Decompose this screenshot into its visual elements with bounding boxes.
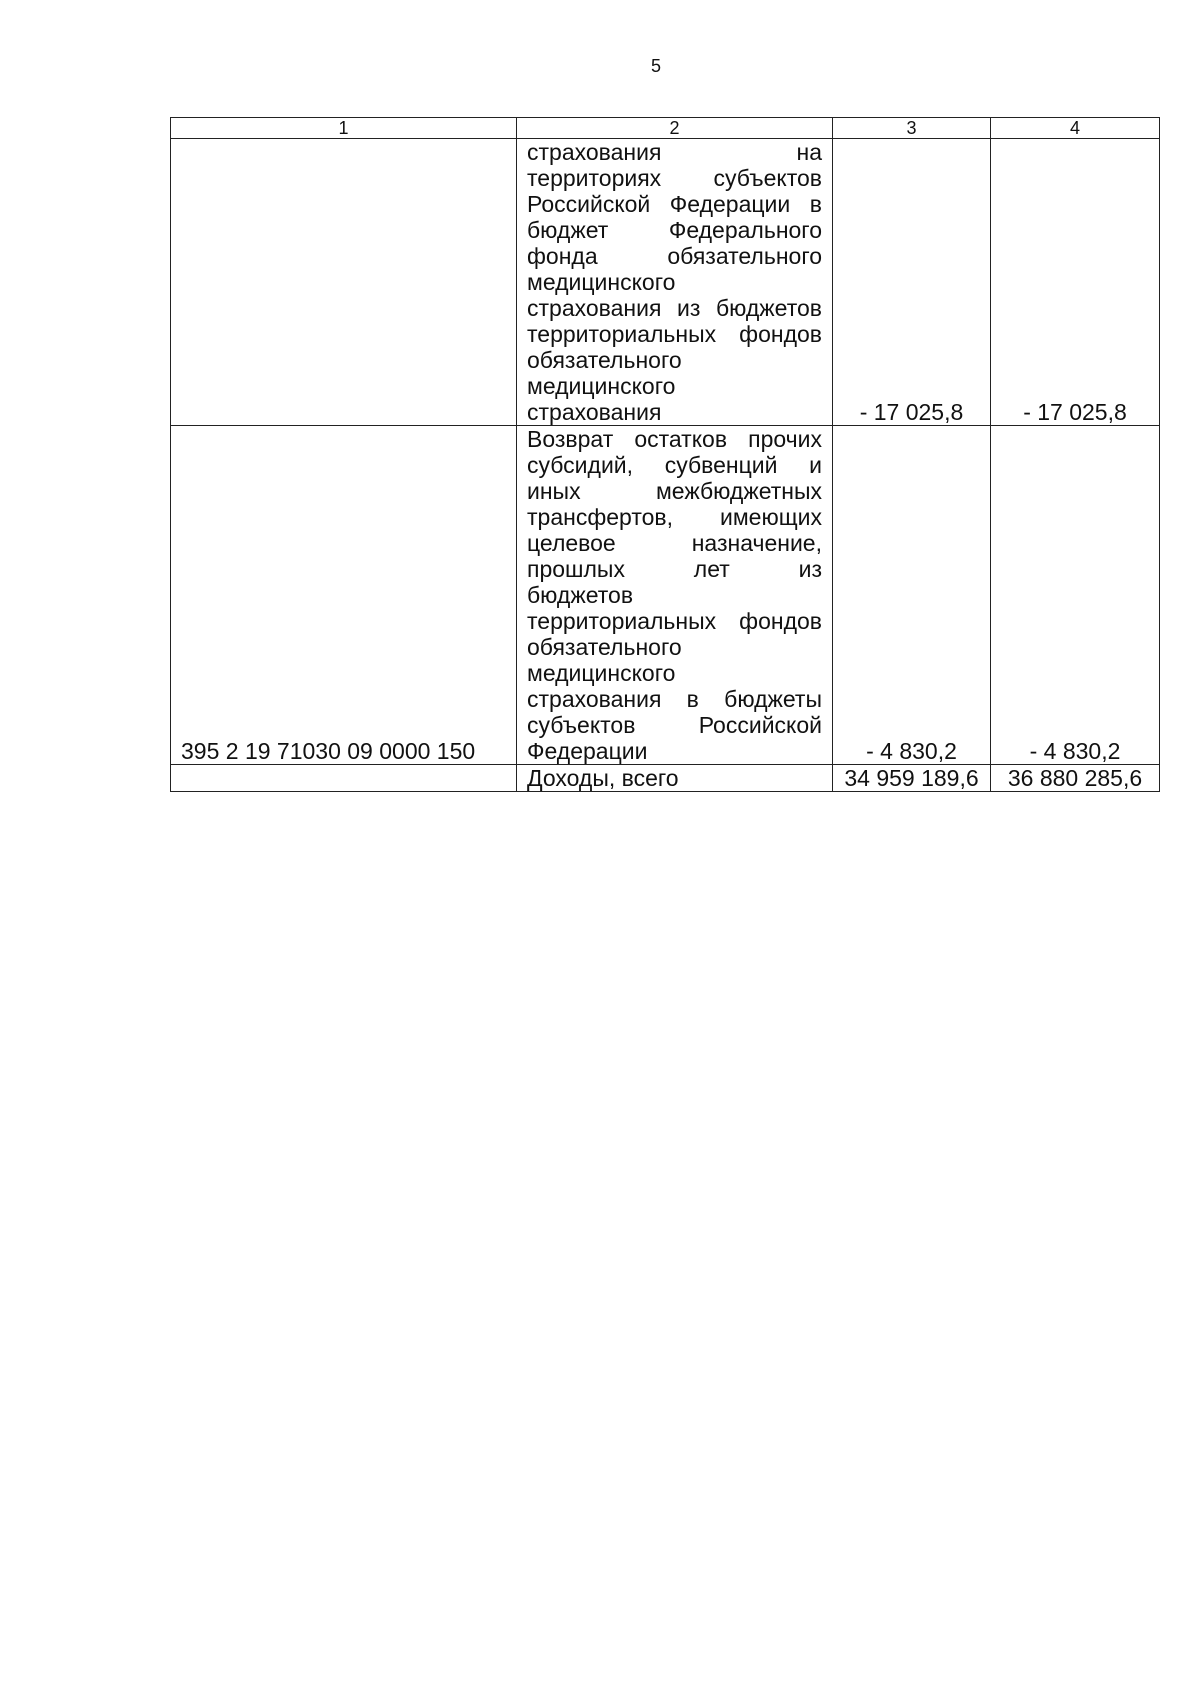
row-value-4: - 17 025,8 [991,139,1160,426]
description-line: страхования из бюджетов [527,295,822,321]
description-line: трансфертов, имеющих [527,504,822,530]
description-line: территориальных фондов [527,608,822,634]
description-line: субсидий, субвенций и [527,452,822,478]
row-description [517,426,833,765]
total-value-4: 36 880 285,6 [991,765,1160,792]
description-line: страхования на [527,139,822,165]
row-value-3: - 4 830,2 [833,426,991,765]
description-line: медицинского [527,269,676,295]
description-line: Возврат остатков прочих [527,426,822,452]
description-line: бюджет Федерального [527,217,822,243]
column-header-3: 3 [833,118,991,139]
description-line: обязательного [527,634,682,660]
description-line: территориальных фондов [527,321,822,347]
budget-table [170,117,1160,792]
description-line: прошлых лет из [527,556,822,582]
row-code [171,139,517,426]
row-code: 395 2 19 71030 09 0000 150 [171,426,517,765]
total-label: Доходы, всего [517,765,833,792]
header-row [171,118,1160,139]
row-value-4: - 4 830,2 [991,426,1160,765]
description-line: страхования [527,399,662,425]
description-line: целевое назначение, [527,530,822,556]
description-line: обязательного [527,347,682,373]
total-code [171,765,517,792]
description-line: страхования в бюджеты [527,686,822,712]
table-row [171,139,1160,426]
column-header-4: 4 [991,118,1160,139]
total-row [171,765,1160,792]
description-line: иных межбюджетных [527,478,822,504]
column-header-1: 1 [171,118,517,139]
total-value-3: 34 959 189,6 [833,765,991,792]
column-header-2: 2 [517,118,833,139]
row-value-3: - 17 025,8 [833,139,991,426]
description-line: медицинского [527,660,676,686]
row-description [517,139,833,426]
page-number: 5 [650,56,661,76]
description-line: фонда обязательного [527,243,822,269]
description-line: Федерации [527,738,648,764]
description-line: территориях субъектов [527,165,822,191]
description-line: субъектов Российской [527,712,822,738]
description-line: медицинского [527,373,676,399]
description-line: бюджетов [527,582,634,608]
description-line: Российской Федерации в [527,191,822,217]
table-row [171,426,1160,765]
